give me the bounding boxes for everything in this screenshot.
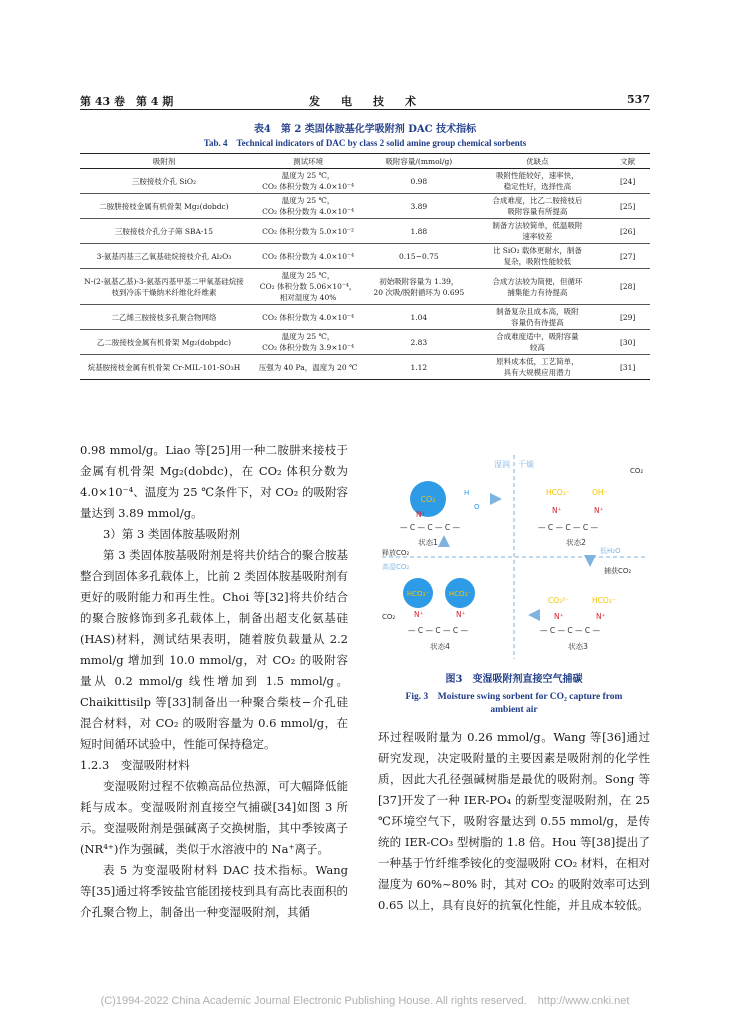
cell-capacity-line: 初始吸附容量为 1.39， <box>379 276 459 286</box>
polymer-chain: — C — C — C — <box>538 523 599 532</box>
cell-capacity-line: 0.15~0.75 <box>398 251 439 261</box>
journal-issue: 第 43 卷 第 4 期 <box>80 95 174 108</box>
co2-out: CO₂ <box>630 467 644 475</box>
table-row <box>80 330 650 355</box>
cell-ref: [31] <box>619 362 636 372</box>
table-header-row <box>80 154 650 169</box>
cell-capacity <box>368 355 469 380</box>
cell-sorbent: 3-氨基丙基三乙氧基硅烷接枝介孔 Al₂O₃ <box>96 251 232 261</box>
cell-pros-cons-line: 合成难度，比乙二胺接枝后 <box>492 196 583 205</box>
cell-pros-cons-line: 原料成本低，工艺简单， <box>496 357 579 366</box>
cell-pros-cons <box>469 355 605 380</box>
cell-pros-cons-line: 制备方法较简单，低温吸附 <box>492 221 583 230</box>
arrow-up-left <box>438 535 450 547</box>
cell-pros-cons-line: 比 SiO₂ 载体更耐水，制备 <box>492 246 582 255</box>
cell-env-line: CO₂ 体积分数为 4.0×10⁻⁴ <box>262 207 355 216</box>
co2-out: CO₂ <box>382 613 396 621</box>
right-column <box>378 727 650 916</box>
cell-env <box>248 355 368 380</box>
cell-sorbent: 三胺接枝介孔 SiO₂ <box>131 176 196 186</box>
cell-env-line: 温度为 25 ℃， <box>281 332 335 341</box>
col-header-capacity: 吸附容量/(mmol/g) <box>385 156 453 166</box>
oh-label: OH⁻ <box>592 488 608 497</box>
state-3-label: 状态3 <box>568 642 588 651</box>
label-low-h2o: 低H₂O <box>600 547 621 555</box>
cell-sorbent: 烷基胺接枝金属有机骨架 Cr-MIL-101-SO₃H <box>87 362 241 372</box>
cell-ref: [30] <box>619 337 636 347</box>
cell-capacity-line: 20 次吸/脱附循环为 0.695 <box>373 287 465 297</box>
polymer-chain: — C — C — C — <box>408 626 469 635</box>
paragraph: 环过程吸附量为 0.26 mmol/g。Wang 等[36]通过研究发现，决定吸附量的主要因素是吸附剂的化学性质，因此大孔径强碱树脂是最优的吸附剂。Song 等[37]开发了一种 IER-PO₄ 的新型变湿吸附剂，在 25 ℃环境空气下，吸附容量达到 0.55 mmol/g，是传统的 IER-CO₃ 型树脂的 1.8 倍。Hou 等[38]提出了一种基于竹纤维季铵化的变湿吸附 CO₂ 材料，在相对湿度为 60%~80% 时，其对 CO₂ 的吸附效率可达到 0.65 以上，具有良好的抗氧化性能，并且成本较低。 <box>378 730 650 912</box>
cell-env-line: 相对湿度为 40% <box>279 293 337 302</box>
cell-env-line: CO₂ 体积分数为 5.0×10⁻² <box>262 226 355 236</box>
hco3-label: HCO₃⁻ <box>546 488 570 497</box>
left-column <box>80 440 348 923</box>
table-caption-cn: 表4 第 2 类固体胺基化学吸附剂 DAC 技术指标 <box>253 124 477 135</box>
figure-caption-en-line1: Fig. 3 Moisture swing sorbent for CO₂ capture from <box>405 692 623 702</box>
cell-pros-cons <box>469 244 605 269</box>
cell-sorbent: 二胺肼接枝金属有机骨架 Mg₂(dobdc) <box>99 201 229 211</box>
cell-env-line: CO₂ 体积分数为 4.0×10⁻⁴ <box>262 251 355 261</box>
col-header-ref: 文献 <box>620 156 636 166</box>
n-plus: N⁺ <box>554 612 564 621</box>
h2o-h: H <box>464 489 470 497</box>
figure-caption-cn: 图3 变湿吸附剂直接空气捕碳 <box>445 674 583 685</box>
dac-indicator-table <box>80 153 650 380</box>
arrow-down-right <box>584 555 596 567</box>
cell-sorbent: 乙二胺接枝金属有机骨架 Mg₂(dobpdc) <box>96 337 232 347</box>
cell-pros-cons-line: 制备复杂且成本高，吸附 <box>496 307 579 316</box>
cell-ref: [27] <box>619 251 636 261</box>
table-row <box>80 269 650 305</box>
label-wet-dry: 湿润 干燥 <box>494 460 534 469</box>
cell-env <box>248 169 368 194</box>
paragraph: 第 3 类固体胺基吸附剂是将共价结合的聚合胺基整合到固体多孔载体上，比前 2 类固体胺基吸附剂有更好的吸附能力和再生性。Choi 等[32]将共价结合的聚合胺修饰到多孔载体上，制备出超支化氨基硅(HAS)材料，测试结果表明，随着胺负载量从 2.2 mmol/g 增加到 10.0 mmol/g，对 CO₂ 的吸附容量从 0.2 mmol/g 线性增加到 1.5 mmol/g。Chaikittisilp 等[33]制备出一种聚合柴枝−介孔硅混合材料，对 CO₂ 的吸附容量为 0.6 mmol/g，在短时间循环试验中，性能可保持稳定。 <box>80 548 348 751</box>
label-wet-env: 高湿CO₂ <box>382 563 410 571</box>
arrow-left-top <box>490 493 502 505</box>
cell-capacity <box>368 330 469 355</box>
cell-env <box>248 219 368 244</box>
polymer-chain: — C — C — C — <box>400 523 461 532</box>
cell-env-line: CO₂ 体积分数为 4.0×10⁻⁴ <box>262 312 355 322</box>
state-4-label: 状态4 <box>430 642 450 651</box>
cell-pros-cons <box>469 305 605 330</box>
n-plus: N⁺ <box>456 610 466 619</box>
cell-env-line: 温度为 25 ℃， <box>281 196 335 205</box>
moisture-swing-diagram <box>378 447 650 667</box>
hco3-label: HCO₃⁻ <box>448 590 472 598</box>
cell-capacity <box>368 269 469 305</box>
table-row <box>80 194 650 219</box>
cell-pros-cons-line: 较高 <box>529 343 545 352</box>
n-plus: N⁺ <box>594 506 604 515</box>
cell-env-line: 压强为 40 Pa，温度为 20 ℃ <box>258 362 358 372</box>
cell-ref: [29] <box>619 312 636 322</box>
state-2-label: 状态2 <box>566 538 586 547</box>
paragraph: 0.98 mmol/g。Liao 等[25]用一种二胺肼来接枝于金属有机骨架 Mg₂(dobdc)，在 CO₂ 体积分数为 4.0×10⁻⁴、温度为 25 ℃条件下，对 CO₂ 的吸附容量达到 3.89 mmol/g。 <box>80 443 348 520</box>
cell-pros-cons-line: 吸附性能较好，速率快， <box>496 171 579 180</box>
cell-pros-cons-line: 合成难度适中，吸附容量 <box>496 332 579 341</box>
cell-env-line: 温度为 25 ℃， <box>281 271 335 280</box>
hco3-label: HCO₃⁻ <box>406 590 430 598</box>
table-row <box>80 244 650 269</box>
cell-capacity-line: 0.98 <box>410 176 428 186</box>
cell-sorbent: N-(2-氨基乙基)-3-氨基丙基甲基二甲氧基硅烷接枝到冷冻干燥纳米纤维化纤维素 <box>84 276 244 297</box>
cell-capacity-line: 1.04 <box>410 312 428 322</box>
cell-capacity <box>368 219 469 244</box>
label-release-co2: 释放CO₂ <box>382 549 410 557</box>
hco3-label: HCO₃⁻ <box>592 596 616 605</box>
n-plus: N⁺ <box>416 510 426 519</box>
cell-pros-cons <box>469 194 605 219</box>
figure-caption-en-line2: ambient air <box>490 705 538 715</box>
section-heading: 3）第 3 类固体胺基吸附剂 <box>103 527 240 541</box>
n-plus: N⁺ <box>414 610 424 619</box>
col-header-sorbent: 吸附剂 <box>152 156 176 166</box>
n-plus: N⁺ <box>552 506 562 515</box>
subsection-heading: 1.2.3 变湿吸附材料 <box>80 758 190 772</box>
cell-capacity-line: 2.83 <box>410 337 428 347</box>
cell-pros-cons <box>469 269 605 305</box>
table-row <box>80 219 650 244</box>
state-1-label: 状态1 <box>418 538 438 547</box>
cell-sorbent: 二乙烯三胺接枝多孔聚合物网络 <box>111 312 217 322</box>
co3-label: CO₃²⁻ <box>548 596 570 605</box>
paragraph: 表 5 为变湿吸附材料 DAC 技术指标。Wang 等[35]通过将季铵盐官能团接枝到具有高比表面积的介孔聚合物上，制备出一种变湿吸附剂，其循 <box>80 863 348 919</box>
cell-ref: [24] <box>619 176 636 186</box>
cell-capacity <box>368 244 469 269</box>
cell-pros-cons-line: 具有大规模应用潜力 <box>503 368 572 377</box>
cell-pros-cons <box>469 330 605 355</box>
col-header-pros-cons: 优缺点 <box>526 156 549 166</box>
cell-capacity <box>368 194 469 219</box>
cell-env-line: 温度为 25 ℃， <box>281 171 335 180</box>
cell-ref: [26] <box>619 226 636 236</box>
cell-env-line: CO₂ 体积分数为 4.0×10⁻⁴ <box>262 182 355 191</box>
cell-env <box>248 305 368 330</box>
cell-pros-cons-line: 容量仍有待提高 <box>511 318 564 327</box>
cell-pros-cons-line: 稳定性好，选择性高 <box>503 182 572 191</box>
cell-env <box>248 330 368 355</box>
cell-pros-cons-line: 合成方法较为简便，但循环 <box>492 276 583 286</box>
label-capture-co2: 捕获CO₂ <box>604 567 632 575</box>
cell-env-line: CO₂ 体积分数为 3.9×10⁻⁴ <box>262 343 355 352</box>
paragraph: 变湿吸附过程不依赖高品位热源，可大幅降低能耗与成本。变湿吸附剂直接空气捕碳[34]如图 3 所示。变湿吸附剂是强碱离子交换树脂，其中季铵离子(NR⁴⁺)作为强碱，类似于水溶液中的 Na⁺离子。 <box>80 779 348 856</box>
h2o-o: O <box>474 503 480 511</box>
cell-pros-cons-line: 速率较差 <box>522 232 553 241</box>
table-row <box>80 355 650 380</box>
arrow-left-bottom <box>528 609 540 621</box>
cell-env <box>248 194 368 219</box>
col-header-env: 测试环境 <box>293 156 324 166</box>
page-number: 537 <box>627 93 650 106</box>
polymer-chain: — C — C — C — <box>540 626 601 635</box>
cell-env <box>248 269 368 305</box>
cell-capacity-line: 1.88 <box>410 226 428 236</box>
cell-sorbent: 三胺接枝介孔分子筛 SBA-15 <box>114 226 213 236</box>
cell-capacity <box>368 169 469 194</box>
n-plus: N⁺ <box>596 612 606 621</box>
table-caption-en: Tab. 4 Technical indicators of DAC by class 2 solid amine group chemical sorbents <box>203 138 527 148</box>
co2-label: CO₂ <box>420 495 436 504</box>
cell-capacity-line: 3.89 <box>410 201 428 211</box>
table-row <box>80 305 650 330</box>
header-rule <box>80 109 650 110</box>
table-body <box>80 169 650 380</box>
copyright-footer: (C)1994-2022 China Academic Journal Electronic Publishing House. All rights reserved. http://www.cnki.net <box>100 995 630 1007</box>
cell-ref: [28] <box>619 282 636 291</box>
cell-pros-cons <box>469 219 605 244</box>
cell-pros-cons-line: 捕集能力有待提高 <box>507 287 568 297</box>
cell-ref: [25] <box>619 201 636 211</box>
cell-pros-cons <box>469 169 605 194</box>
table-row <box>80 169 650 194</box>
journal-title: 发 电 技 术 <box>309 95 421 108</box>
cell-env <box>248 244 368 269</box>
cell-pros-cons-line: 复杂，吸附性能较低 <box>503 257 572 266</box>
cell-env-line: CO₂ 体积分数 5.06×10⁻⁴， <box>259 282 357 291</box>
cell-capacity <box>368 305 469 330</box>
cell-capacity-line: 1.12 <box>410 362 428 372</box>
cell-pros-cons-line: 吸附容量有所提高 <box>507 207 568 216</box>
running-header <box>80 93 650 109</box>
